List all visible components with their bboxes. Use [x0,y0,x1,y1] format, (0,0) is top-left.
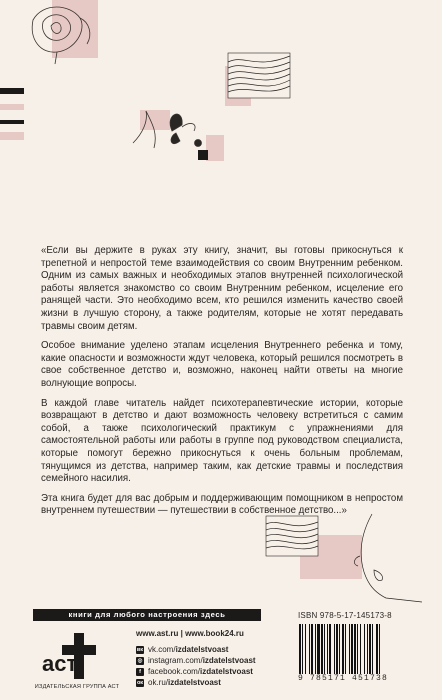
barcode-stripe [317,624,320,674]
barcode-stripe [299,624,301,674]
dark-stripe-2 [0,120,24,124]
description-paragraph: Эта книга будет для вас добрым и поддерживающим помощником в непростом внутреннем путешествии — путешествии в собственное детство...» [41,492,403,517]
barcode-stripe [321,624,323,674]
barcode-stripe [357,624,358,674]
social-prefix: vk.com/ [148,645,176,654]
dark-stripe-1 [0,88,24,94]
barcode-stripe [360,624,361,674]
back-cover-description [41,245,403,525]
barcode-stripe [369,624,371,674]
ok-icon: ок [136,679,144,686]
pink-stripe-1 [0,104,24,110]
dark-square-mid [198,150,208,160]
social-link-instagram[interactable] [136,655,256,666]
barcode-stripe [364,624,365,674]
barcode-stripe [334,624,335,674]
barcode-stripe [327,624,328,674]
social-prefix: ok.ru/ [148,678,169,687]
barcode-stripe [345,624,346,674]
description-paragraph: «Если вы держите в руках эту книгу, значит, вы готовы прикоснуться к трепетной и непростой теме взаимодействия со своим Внутренним ребенком. Одним из самых важных и необходимых этапов внутренней психологической работы является знакомство со своим Внутренним ребенком, исцеление его ранящей части. Это необходимо всем, кто решился изменить качество своей жизни в лучшую сторону, а также родителям, которые не хотят передавать травмы своим детям. [41,245,403,332]
barcode-stripe [311,624,313,674]
barcode-stripe [342,624,344,674]
rose-illustration [25,0,95,65]
social-link-facebook[interactable] [136,666,256,677]
social-links [136,644,256,688]
barcode-stripe [329,624,331,674]
barcode-stripe [351,624,353,674]
barcode-stripe [376,624,378,674]
face-profile-illustration [262,512,422,604]
pink-stripe-2 [0,132,24,140]
barcode-stripe [315,624,316,674]
barcode-stripe [349,624,350,674]
barcode-digits: 9 785171 451738 [298,674,389,683]
barcode-stripe [379,624,380,674]
social-prefix: facebook.com/ [148,667,201,676]
barcode-stripe [324,624,325,674]
barcode [298,624,415,674]
publisher-logo [40,631,106,681]
barcode-stripe [339,624,340,674]
wave-lines-illustration-top [225,50,295,102]
barcode-stripe [367,624,368,674]
barcode-stripe [302,624,303,674]
barcode-stripe [305,624,306,674]
barcode-stripe [354,624,356,674]
barcode-stripe [372,624,373,674]
isbn: ISBN 978-5-17-145173-8 [298,611,392,620]
social-link-vk[interactable] [136,644,256,655]
social-link-ok[interactable] [136,677,256,688]
publisher-caption: ИЗДАТЕЛЬСКАЯ ГРУППА АСТ [34,684,120,690]
social-handle: izdatelstvoast [168,678,221,687]
social-prefix: instagram.com/ [148,656,203,665]
barcode-stripe [309,624,310,674]
description-paragraph: В каждой главе читатель найдет психотерапевтические истории, которые возвращают в детство и дают возможность человеку встретиться с самим собой, а также психологический практикум с упражнениями для самостоятельной работы или работы в группе под руководством специалиста, которые помогут бережно прикоснуться к очень больным проблемам, тянущимся из детства, например таким, как детские травмы и последствия семейного насилия. [41,397,403,485]
slogan-bar: книги для любого настроения здесь [33,609,261,621]
social-handle: izdatelstvoast [202,656,256,665]
websites[interactable]: www.ast.ru | www.book24.ru [136,629,244,638]
social-handle: izdatelstvoast [200,667,253,676]
social-handle: izdatelstvoast [175,645,229,654]
instagram-icon: ◎ [137,657,143,664]
vk-icon: вк [136,646,144,653]
barcode-stripe [336,624,338,674]
publisher-logo-text: аст [42,651,78,676]
facebook-icon: f [136,668,144,676]
pink-block-right [206,135,224,161]
description-paragraph: Особое внимание уделено этапам исцеления Внутреннего ребенка и тому, какие опасности и возможности ждут человека, который решился посмотреть в свое собственное детство и, возможно, наконец найти ответы на многие волнующие вопросы. [41,340,403,389]
